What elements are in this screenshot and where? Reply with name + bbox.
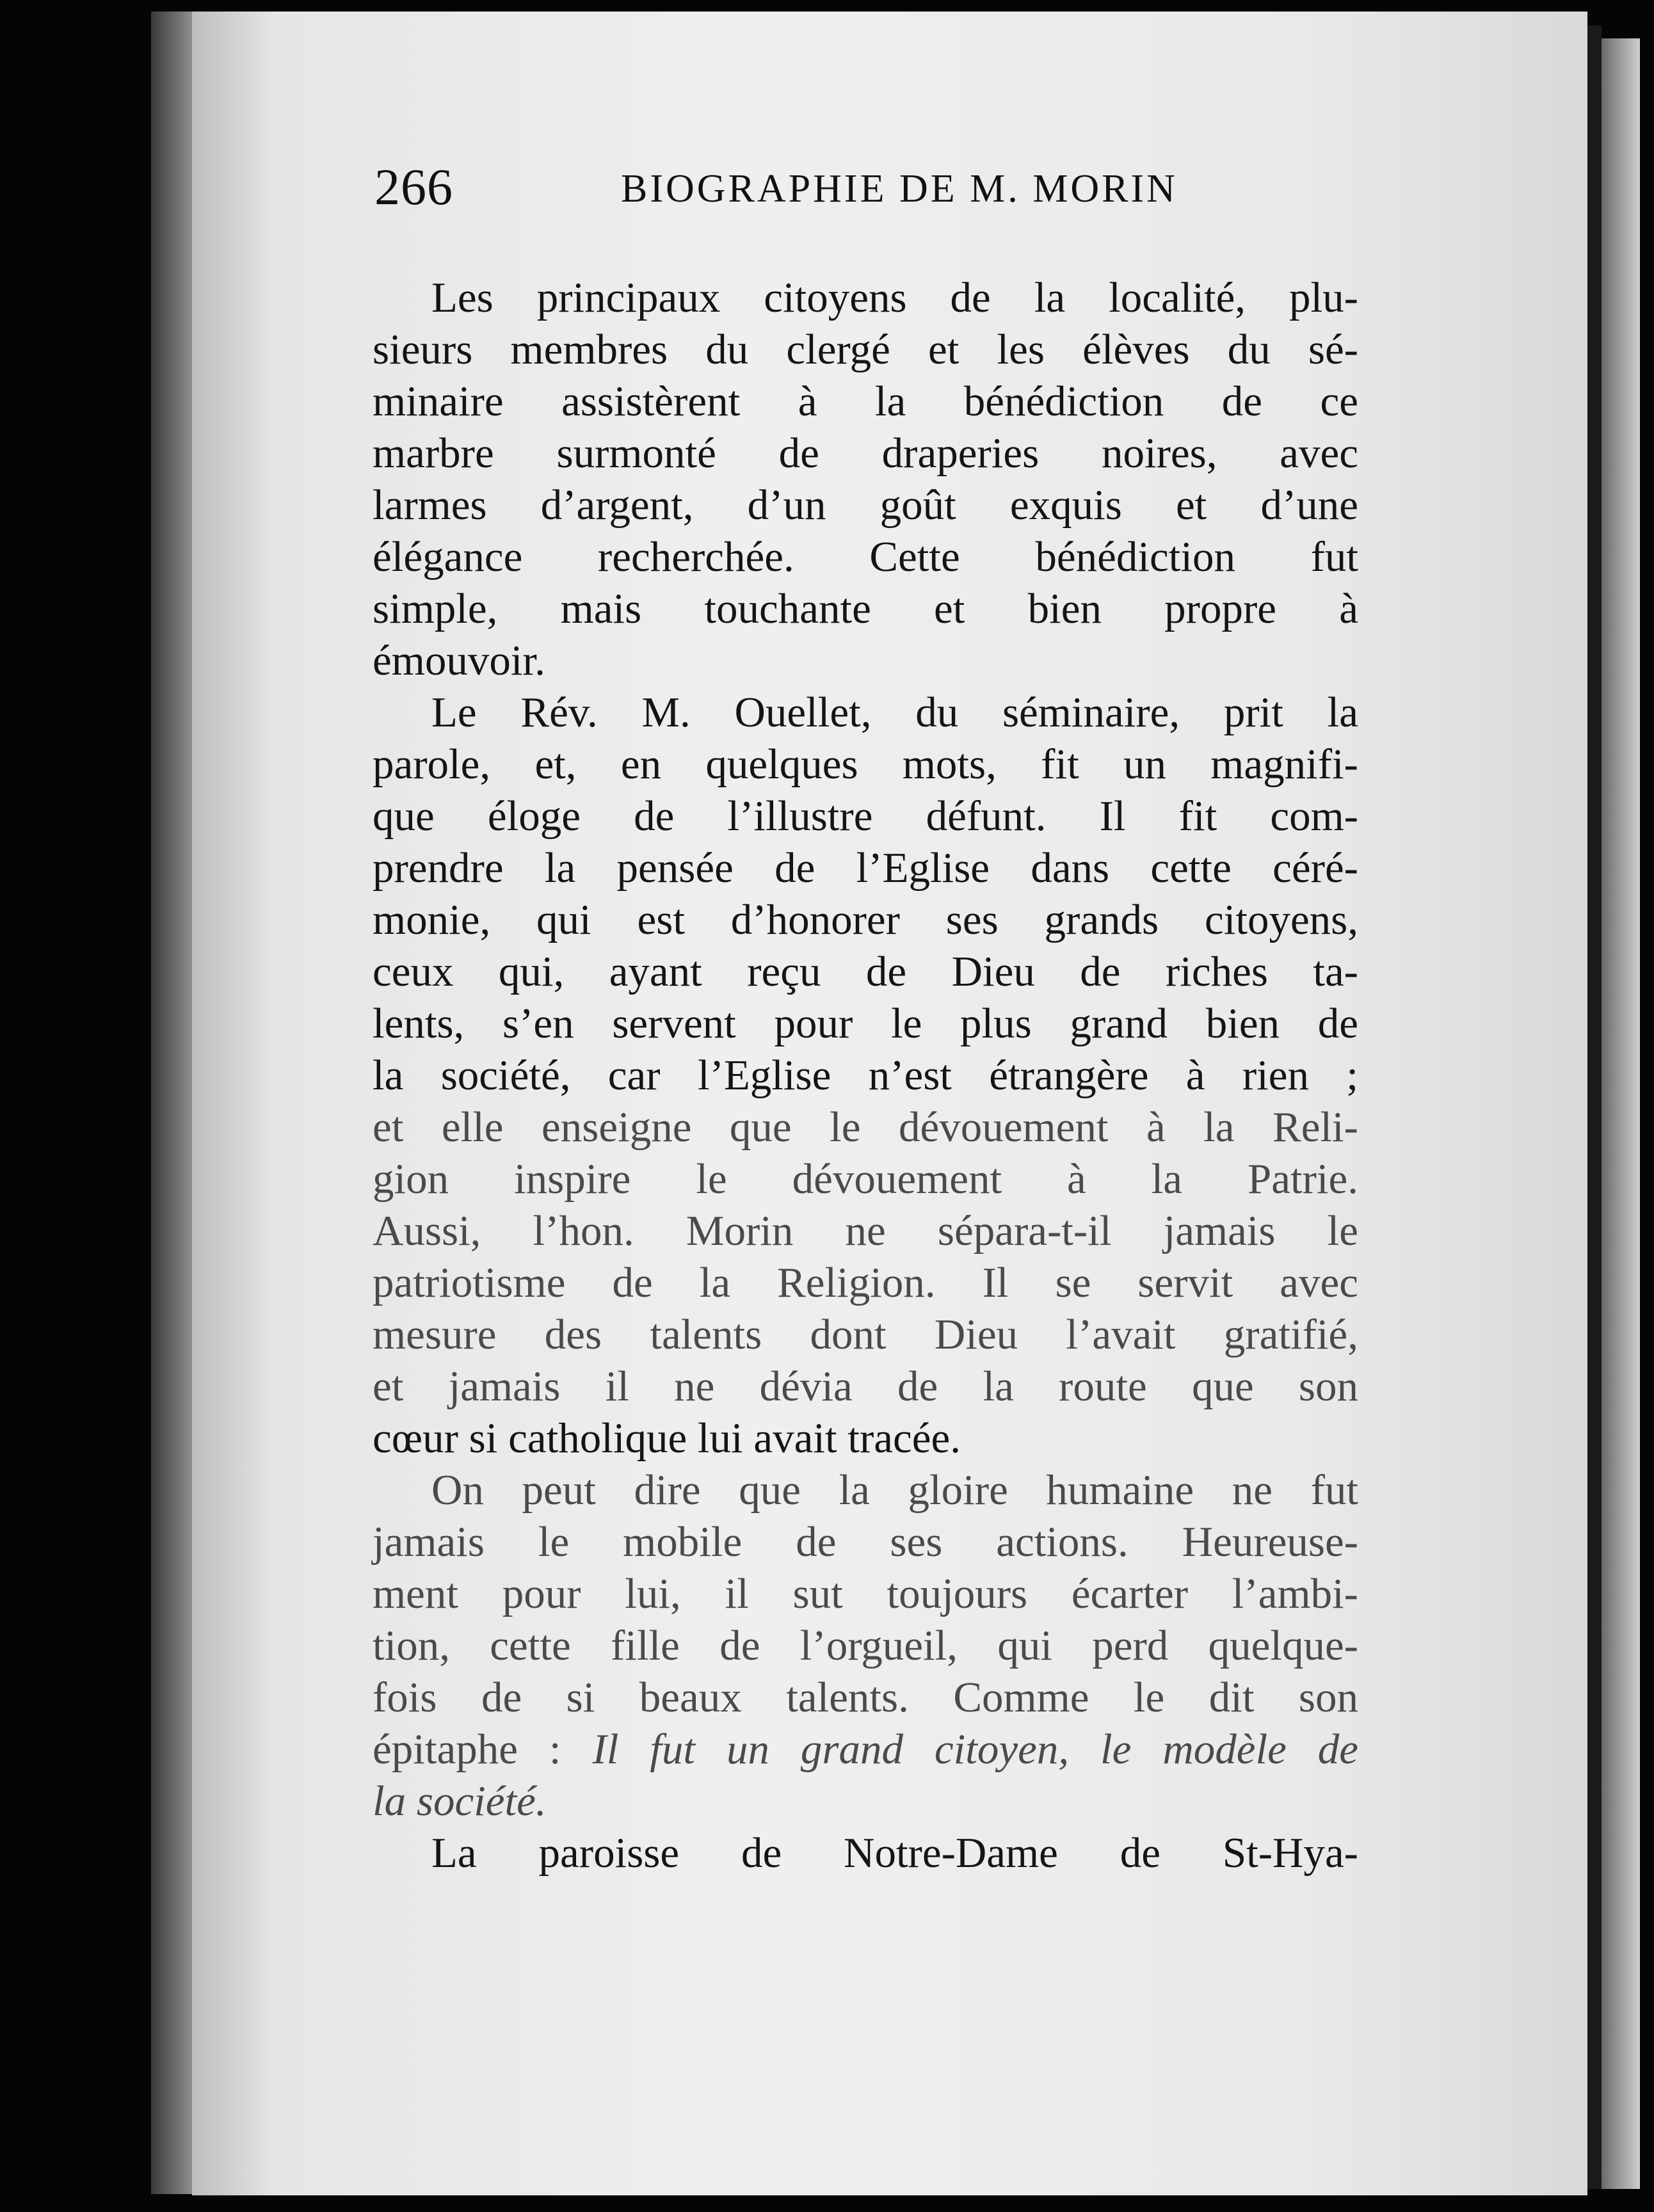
text-line: On peut dire que la gloire humaine ne fut	[431, 1466, 1358, 1514]
running-head	[374, 159, 1207, 216]
text-line: parole, et, en quelques mots, fit un magnifi-	[373, 741, 1358, 788]
text-line: simple, mais touchante et bien propre à	[373, 585, 1358, 632]
text-line: cœur si catholique lui avait tracée.	[373, 1415, 961, 1462]
text-line: sieurs membres du clergé et les élèves du sé-	[373, 326, 1358, 373]
epitaph-quote: Il fut un grand citoyen, le modèle de	[592, 1726, 1358, 1773]
text-line: Le Rév. M. Ouellet, du séminaire, prit la	[431, 689, 1358, 736]
page-number: 266	[374, 159, 453, 216]
text-line: larmes d’argent, d’un goût exquis et d’une	[373, 481, 1358, 529]
running-title: BIOGRAPHIE DE M. MORIN	[621, 167, 1178, 211]
text-line: jamais le mobile de ses actions. Heureuse-	[373, 1518, 1358, 1566]
next-page-edge	[1602, 38, 1640, 2189]
text-line: patriotisme de la Religion. Il se servit avec	[373, 1259, 1358, 1306]
text-line: ceux qui, ayant reçu de Dieu de riches ta-	[373, 948, 1358, 995]
text-line: élégance recherchée. Cette bénédiction fut	[373, 533, 1358, 581]
text-line: gion inspire le dévouement à la Patrie.	[373, 1155, 1358, 1203]
text-line: et jamais il ne dévia de la route que son	[373, 1363, 1358, 1410]
text-line: minaire assistèrent à la bénédiction de ce	[373, 378, 1358, 425]
text-line: et elle enseigne que le dévouement à la Reli-	[373, 1103, 1358, 1151]
text-line: marbre surmonté de draperies noires, avec	[373, 429, 1358, 477]
text-line: tion, cette fille de l’orgueil, qui perd quelque-	[373, 1622, 1358, 1669]
text-line: émouvoir.	[373, 637, 545, 684]
text-line: lents, s’en servent pour le plus grand bien de	[373, 1000, 1358, 1047]
epitaph-quote-end: la société.	[373, 1777, 547, 1825]
text-line: Les principaux citoyens de la localité, plu-	[431, 274, 1358, 321]
page-gutter	[1587, 26, 1602, 2189]
text-line: monie, qui est d’honorer ses grands citoyens,	[373, 896, 1358, 943]
epitaph-line	[373, 1724, 1358, 1775]
text-line: La paroisse de Notre-Dame de St-Hya-	[431, 1829, 1358, 1877]
text-line: la société, car l’Eglise n’est étrangère à rien ;	[373, 1052, 1358, 1099]
book-spine-shadow	[151, 12, 197, 2194]
text-line: ment pour lui, il sut toujours écarter l’ambi-	[373, 1570, 1358, 1617]
text-line: fois de si beaux talents. Comme le dit son	[373, 1674, 1358, 1721]
text-line: que éloge de l’illustre défunt. Il fit com-	[373, 792, 1358, 840]
text-line: Aussi, l’hon. Morin ne sépara-t-il jamais le	[373, 1207, 1358, 1254]
body-text	[373, 272, 1358, 1879]
text-line: mesure des talents dont Dieu l’avait gratifié,	[373, 1311, 1358, 1358]
text-line: prendre la pensée de l’Eglise dans cette céré-	[373, 844, 1358, 892]
epitaph-lead: épitaphe :	[373, 1726, 561, 1773]
